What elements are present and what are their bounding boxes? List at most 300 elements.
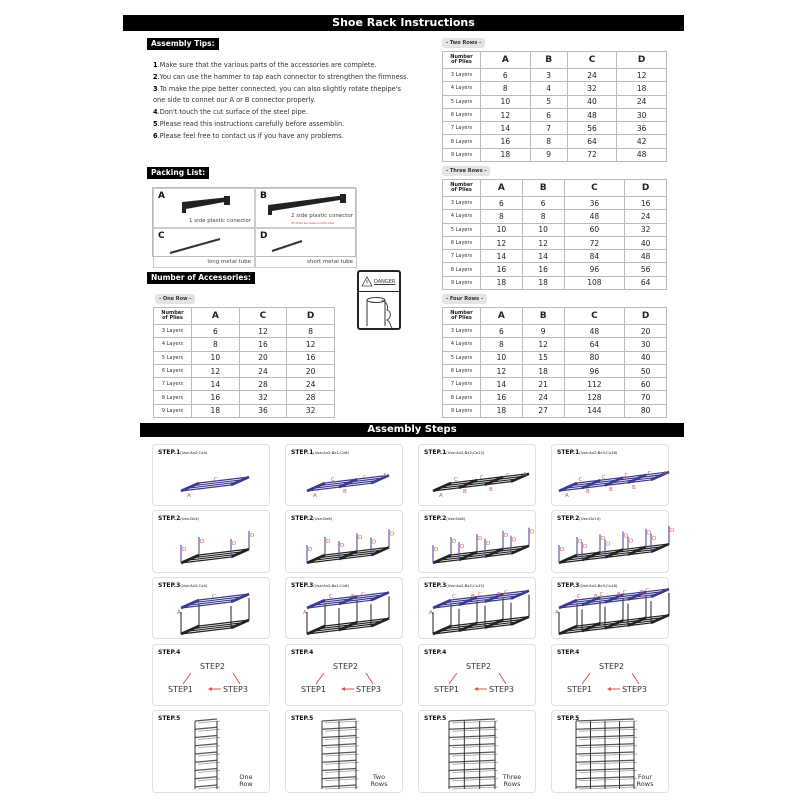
table-cell: 18	[617, 82, 667, 95]
two-rows-label: - Two Rows -	[442, 38, 485, 48]
part-label-d: D	[530, 529, 535, 536]
table-row	[443, 108, 667, 121]
layer-label: 6 Layers	[443, 236, 481, 249]
column-header: D	[617, 52, 667, 69]
tip-item: 6.Please feel free to contact us if you have any problems.	[153, 132, 344, 140]
table-cell: 18	[522, 364, 564, 377]
table-cell: 64	[625, 276, 667, 289]
part-label-c: C	[601, 475, 606, 481]
table-row	[443, 325, 667, 338]
table-cell: 16	[192, 391, 240, 404]
column-header: A	[481, 308, 523, 325]
column-header: D	[625, 308, 667, 325]
part-label-d: D	[200, 539, 205, 545]
table-cell: 40	[625, 236, 667, 249]
flow-right-label: STEP3	[489, 685, 514, 694]
table-cell: 7	[530, 122, 567, 135]
rack-shelf	[449, 785, 495, 787]
packing-item-b: B 2 side plastic conector PS:There are holes on both sides	[255, 188, 357, 228]
step-title: STEP.5	[291, 715, 314, 722]
plies-header: Number of Plies	[443, 180, 481, 197]
rack-shelf	[195, 719, 217, 721]
table-cell: 8	[522, 210, 564, 223]
step-title: STEP.2(Use:Dx8)	[424, 515, 466, 522]
table-cell: 72	[564, 236, 625, 249]
table-cell: 30	[617, 108, 667, 121]
table-cell: 32	[625, 223, 667, 236]
part-label-a: A	[303, 610, 307, 616]
step-card-5-col-3	[418, 710, 536, 793]
step-card-4-col-2	[285, 644, 403, 706]
table-cell: 24	[239, 364, 287, 377]
step-card-4-col-4	[551, 644, 669, 706]
flow-left-label: STEP1	[567, 685, 592, 694]
layer-label: 3 Layers	[443, 69, 481, 82]
part-label-b: B	[617, 592, 621, 598]
rack-shelf	[449, 744, 495, 746]
rack-size-label: Two Rows	[370, 773, 388, 788]
step-parts-used: (Use:Ax2;Bx1;Cx8)	[313, 450, 350, 455]
table-cell: 14	[522, 250, 564, 263]
part-label-d: D	[390, 531, 395, 538]
table-cell: 6	[530, 108, 567, 121]
flow-arrow	[366, 673, 373, 684]
step-title: STEP.2(Use:Dx6)	[291, 515, 333, 522]
part-label-a: A	[313, 493, 317, 499]
three-rows-label: - Three Rows -	[442, 166, 490, 176]
step-parts-used: (Use:Ax2;Bx2;Cx12)	[446, 450, 485, 455]
short-tube-icon	[256, 229, 356, 263]
part-label-b: B	[489, 487, 493, 493]
rack-shelf	[195, 769, 217, 771]
table-cell: 32	[287, 404, 335, 417]
column-header: B	[530, 52, 567, 69]
part-label-d: D	[308, 547, 313, 553]
step-title: STEP.5	[158, 715, 181, 722]
table-cell: 14	[481, 122, 531, 135]
layer-label: 3 Layers	[443, 197, 481, 210]
table-cell: 18	[192, 404, 240, 417]
part-label-a: A	[383, 473, 387, 479]
table-cell: 12	[481, 236, 523, 249]
tip-item: 2.You can use the hammer to tap each connector to strengthen the firmness.	[153, 73, 409, 81]
column-header: C	[564, 180, 625, 197]
step-title: STEP.4	[424, 649, 447, 656]
table-cell: 16	[522, 263, 564, 276]
part-label-b: B	[497, 592, 501, 598]
table-cell: 12	[617, 69, 667, 82]
flow-top-label: STEP2	[466, 662, 491, 671]
table-cell: 6	[522, 197, 564, 210]
tip-item: 1.Make sure that the various parts of the accessories are complete.	[153, 61, 377, 69]
flow-top-label: STEP2	[333, 662, 358, 671]
table-row	[443, 378, 667, 391]
part-label-c: C	[363, 475, 367, 481]
part-label-a: A	[523, 472, 527, 478]
flow-arrow	[316, 673, 324, 684]
part-label-b: B	[640, 590, 644, 596]
warning-triangle-icon	[361, 276, 373, 287]
part-label-d: D	[578, 539, 583, 545]
step-card-1-col-4	[551, 444, 669, 506]
part-label-c: C	[578, 477, 583, 483]
table-cell: 16	[481, 135, 531, 148]
part-label-a: A	[565, 493, 569, 499]
part-label-d: D	[434, 547, 439, 553]
table-row	[154, 325, 335, 338]
layer-label: 5 Layers	[154, 351, 192, 364]
flow-arrow	[233, 673, 240, 684]
table-cell: 80	[564, 351, 625, 364]
step-title: STEP.4	[291, 649, 314, 656]
part-label-c: C	[478, 592, 482, 598]
table-cell: 5	[530, 95, 567, 108]
layer-label: 7 Layers	[443, 378, 481, 391]
flow-top-label: STEP2	[599, 662, 624, 671]
table-cell: 84	[564, 250, 625, 263]
table-row	[443, 82, 667, 95]
table-cell: 8	[481, 82, 531, 95]
layer-label: 4 Layers	[443, 82, 481, 95]
step-parts-used: (Use:Ax2;Bx1;Cx8)	[313, 583, 350, 588]
table-cell: 3	[530, 69, 567, 82]
table-cell: 112	[564, 378, 625, 391]
table-cell: 20	[239, 351, 287, 364]
part-label-d: D	[182, 547, 187, 553]
table-cell: 60	[564, 223, 625, 236]
layer-label: 9 Layers	[443, 276, 481, 289]
assembly-tips-heading: Assembly Tips:	[147, 38, 219, 50]
step-parts-used: (Use:Ax2;Bx3;Cx16)	[579, 450, 618, 455]
table-cell: 96	[564, 263, 625, 276]
part-label-c: C	[212, 594, 216, 600]
part-label-d: D	[232, 541, 237, 547]
table-cell: 16	[481, 263, 523, 276]
part-label-d: D	[560, 547, 565, 553]
one-row-label: - One Row -	[155, 294, 195, 304]
table-cell: 18	[481, 276, 523, 289]
part-label-b: B	[343, 489, 347, 495]
table-cell: 36	[564, 197, 625, 210]
table-header-row	[443, 52, 667, 69]
step-parts-used: (Use:Dx6)	[313, 516, 333, 521]
table-cell: 18	[522, 276, 564, 289]
step-title: STEP.2(Use:Dx10)	[557, 515, 601, 522]
layer-label: 8 Layers	[443, 391, 481, 404]
table-cell: 24	[287, 378, 335, 391]
table-row	[154, 351, 335, 364]
table-cell: 32	[239, 391, 287, 404]
table-cell: 12	[239, 325, 287, 338]
part-label-c: C	[454, 477, 458, 483]
table-cell: 6	[481, 69, 531, 82]
step-card-4-col-3	[418, 644, 536, 706]
part-label-d: D	[647, 530, 652, 537]
layer-label: 3 Layers	[443, 325, 481, 338]
part-label-b: B	[632, 485, 636, 491]
arrow-head-icon	[607, 687, 611, 691]
part-label-c: C	[624, 473, 629, 479]
table-header-row	[443, 308, 667, 325]
part-label-a: A	[555, 610, 559, 616]
table-cell: 48	[564, 210, 625, 223]
flow-arrow	[449, 673, 457, 684]
arrow-head-icon	[208, 687, 212, 691]
flow-right-label: STEP3	[356, 685, 381, 694]
layer-label: 9 Layers	[443, 148, 481, 161]
layer-label: 5 Layers	[443, 351, 481, 364]
part-label-c: C	[622, 590, 627, 596]
step-card-5-col-2	[285, 710, 403, 793]
table-cell: 18	[481, 148, 531, 161]
part-label-c: C	[329, 594, 333, 600]
part-label-d: D	[478, 535, 483, 542]
rack-shelf	[576, 719, 634, 721]
tip-item: 3.To make the pipe better connected, you can also slightly rotate thepipe's one side to connet our A or B connector properly.	[153, 85, 401, 104]
arrow-head-icon	[341, 687, 345, 691]
flow-arrow	[582, 673, 590, 684]
long-tube-icon	[154, 229, 254, 263]
rack-shelf	[322, 719, 356, 721]
step-title: STEP.3(Use:Ax2;Bx3;Cx16)	[557, 582, 618, 589]
table-cell: 32	[567, 82, 617, 95]
packing-item-a: A 1 side plastic conector	[153, 188, 255, 228]
flow-right-label: STEP3	[223, 685, 248, 694]
table-cell: 16	[481, 391, 523, 404]
rack-size-label: Three Rows	[502, 773, 522, 788]
step-parts-used: (Use:Dx8)	[446, 516, 466, 521]
table-cell: 10	[522, 223, 564, 236]
layer-label: 4 Layers	[154, 338, 192, 351]
step-parts-used: (Use:Dx10)	[579, 516, 601, 521]
table-cell: 64	[564, 338, 625, 351]
table-row	[443, 276, 667, 289]
step-card-5-col-4	[551, 710, 669, 793]
danger-sign: DANGER	[357, 270, 401, 330]
rack-size-label: Four Rows	[636, 773, 654, 788]
table-cell: 24	[625, 210, 667, 223]
step-card-3-col-3	[418, 577, 536, 639]
part-label-d: D	[583, 544, 588, 551]
table-header-row	[443, 180, 667, 197]
part-label-c: C	[361, 592, 365, 598]
part-label-d: D	[326, 539, 331, 545]
part-label-d: D	[670, 527, 675, 534]
table-row	[443, 391, 667, 404]
part-label-d: D	[606, 541, 611, 548]
step-card-3-col-1	[152, 577, 270, 639]
flow-arrow	[183, 673, 191, 684]
table-row	[443, 148, 667, 161]
table-cell: 8	[481, 210, 523, 223]
rack-shelf	[449, 760, 495, 762]
part-label-c: C	[645, 588, 650, 594]
page-title: Shoe Rack Instructions	[123, 15, 684, 31]
table-row	[443, 351, 667, 364]
table-row	[443, 338, 667, 351]
table-cell: 144	[564, 404, 625, 417]
rack-shelf	[449, 736, 495, 738]
plies-header: Number of Plies	[443, 308, 481, 325]
step-title: STEP.5	[424, 715, 447, 722]
table-cell: 9	[522, 325, 564, 338]
step-card-4-col-1	[152, 644, 270, 706]
layer-label: 6 Layers	[443, 108, 481, 121]
part-label-d: D	[601, 536, 606, 543]
table-cell: 14	[481, 378, 523, 391]
part-label-c: C	[452, 594, 456, 600]
table-cell: 128	[564, 391, 625, 404]
step-card-2-col-3	[418, 510, 536, 573]
table-row	[154, 391, 335, 404]
table-cell: 10	[481, 95, 531, 108]
part-label-a: A	[439, 493, 443, 499]
packing-item-d: D short metal tube	[255, 228, 357, 268]
table-cell: 9	[530, 148, 567, 161]
table-cell: 36	[617, 122, 667, 135]
layer-label: 5 Layers	[443, 223, 481, 236]
one-row-table	[153, 307, 335, 418]
column-header: B	[522, 308, 564, 325]
part-label-c: C	[599, 592, 604, 598]
table-cell: 108	[564, 276, 625, 289]
table-cell: 6	[481, 197, 523, 210]
layer-label: 7 Layers	[443, 250, 481, 263]
column-header: A	[481, 180, 523, 197]
table-cell: 18	[481, 404, 523, 417]
tip-item: 5.Please read this instructions carefully before assemblin.	[153, 120, 345, 128]
table-row	[443, 95, 667, 108]
table-row	[443, 250, 667, 263]
part-label-d: D	[452, 539, 457, 545]
column-header: C	[239, 308, 287, 325]
table-row	[443, 223, 667, 236]
table-cell: 6	[481, 325, 523, 338]
rack-shelf	[195, 777, 217, 779]
table-cell: 16	[625, 197, 667, 210]
step-card-5-col-1	[152, 710, 270, 793]
accessories-heading: Number of Accessories:	[147, 272, 255, 284]
table-row	[443, 69, 667, 82]
table-cell: 12	[522, 338, 564, 351]
table-row	[443, 197, 667, 210]
table-cell: 70	[625, 391, 667, 404]
table-cell: 40	[567, 95, 617, 108]
part-label-d: D	[652, 535, 657, 542]
layer-label: 8 Layers	[154, 391, 192, 404]
part-label-d: D	[486, 540, 491, 547]
table-cell: 48	[567, 108, 617, 121]
table-cell: 8	[192, 338, 240, 351]
part-label-c: C	[504, 590, 508, 596]
step-card-1-col-2	[285, 444, 403, 506]
table-cell: 15	[522, 351, 564, 364]
step-title: STEP.3(Use:Ax2;Bx2;Cx12)	[424, 582, 485, 589]
step-parts-used: (Use:Ax2;Bx2;Cx12)	[446, 583, 485, 588]
table-cell: 8	[481, 338, 523, 351]
table-cell: 42	[617, 135, 667, 148]
table-row	[443, 404, 667, 417]
packing-item-c: C long metal tube	[153, 228, 255, 268]
layer-label: 4 Layers	[443, 338, 481, 351]
table-cell: 72	[567, 148, 617, 161]
part-label-b: B	[586, 489, 590, 495]
hand-on-pipe-icon	[359, 292, 399, 328]
table-cell: 8	[287, 325, 335, 338]
step-title: STEP.2(Use:Dx4)	[158, 515, 200, 522]
table-cell: 27	[522, 404, 564, 417]
table-cell: 28	[239, 378, 287, 391]
step-card-1-col-1	[152, 444, 270, 506]
table-cell: 21	[522, 378, 564, 391]
layer-label: 5 Layers	[443, 95, 481, 108]
table-row	[154, 378, 335, 391]
part-label-c: C	[480, 475, 484, 481]
table-cell: 48	[617, 148, 667, 161]
part-label-c: C	[647, 471, 652, 477]
step-title: STEP.3(Use:Ax2;Bx1;Cx8)	[291, 582, 350, 589]
layer-label: 7 Layers	[154, 378, 192, 391]
table-cell: 12	[481, 364, 523, 377]
table-cell: 14	[192, 378, 240, 391]
layer-label: 6 Layers	[443, 364, 481, 377]
part-label-d: D	[504, 532, 509, 539]
layer-label: 9 Layers	[154, 404, 192, 417]
part-label-a: A	[429, 610, 433, 616]
table-cell: 80	[625, 404, 667, 417]
layer-label: 6 Layers	[154, 364, 192, 377]
table-cell: 40	[625, 351, 667, 364]
column-header: C	[564, 308, 625, 325]
table-cell: 20	[625, 325, 667, 338]
part-label-d: D	[340, 543, 345, 550]
rack-shelf	[449, 727, 495, 729]
flow-arrow	[499, 673, 506, 684]
two-rows-table	[442, 51, 667, 162]
rack-size-label: One Row	[239, 773, 253, 788]
table-cell: 8	[530, 135, 567, 148]
rack-shelf	[195, 752, 217, 754]
step-title: STEP.1(Use:Ax2;Cx4)	[158, 449, 208, 456]
table-cell: 12	[522, 236, 564, 249]
table-cell: 48	[625, 250, 667, 263]
part-label-a: A	[663, 471, 667, 477]
table-row	[154, 404, 335, 417]
rack-shelf	[449, 777, 495, 779]
table-cell: 10	[192, 351, 240, 364]
rack-shelf	[195, 736, 217, 738]
table-row	[443, 210, 667, 223]
rack-shelf	[195, 744, 217, 746]
rack-shelf	[195, 727, 217, 729]
part-label-b: B	[609, 487, 613, 493]
table-row	[443, 135, 667, 148]
table-row	[443, 236, 667, 249]
table-cell: 24	[567, 69, 617, 82]
flow-left-label: STEP1	[168, 685, 193, 694]
flow-left-label: STEP1	[301, 685, 326, 694]
arrow-head-icon	[474, 687, 478, 691]
step-parts-used: (Use:Ax2;Bx3;Cx16)	[579, 583, 618, 588]
packing-list-grid	[152, 187, 356, 265]
table-cell: 64	[567, 135, 617, 148]
column-header: B	[522, 180, 564, 197]
tip-item: 4.Don't touch the cut surface of the steel pipe.	[153, 108, 308, 116]
layer-label: 8 Layers	[443, 135, 481, 148]
table-cell: 16	[239, 338, 287, 351]
part-label-c: C	[331, 477, 335, 483]
table-row	[443, 122, 667, 135]
